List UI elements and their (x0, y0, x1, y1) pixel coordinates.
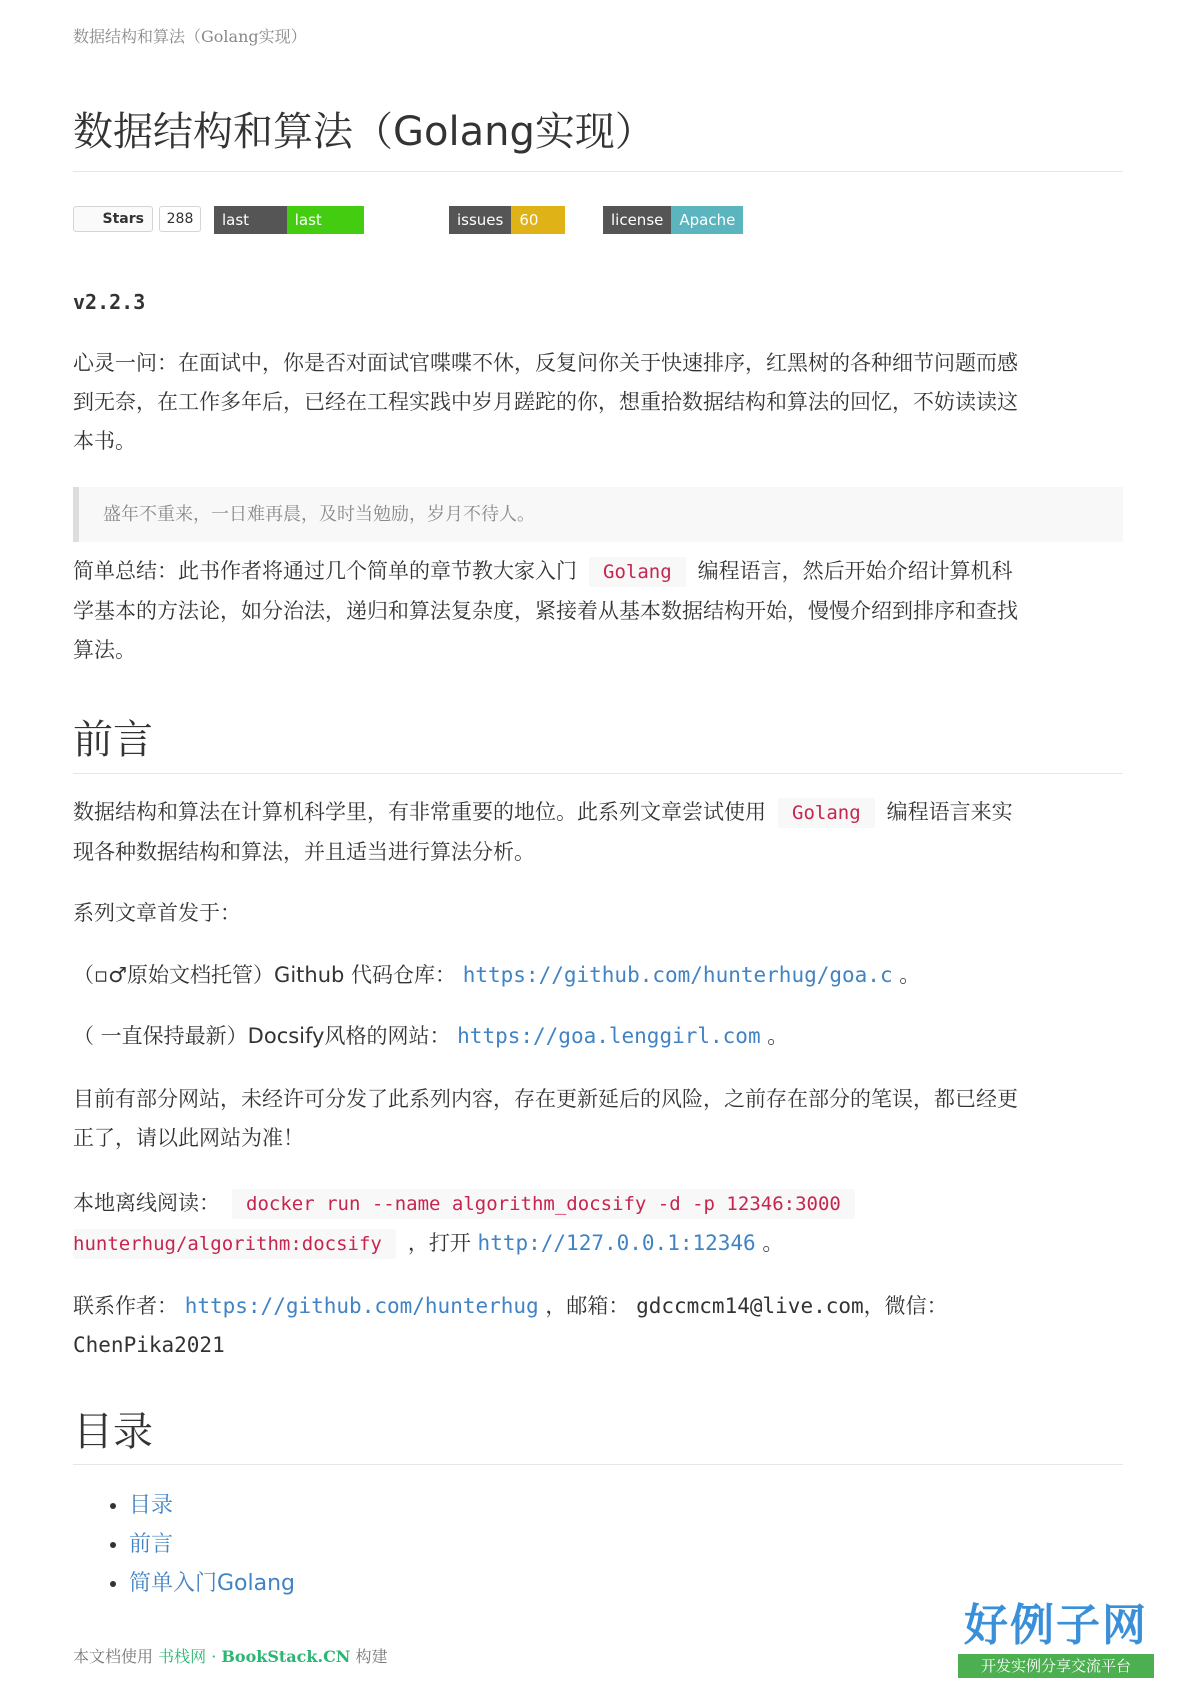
inline-code: Golang (589, 557, 686, 587)
footer-prefix: 本文档使用 (73, 1647, 154, 1666)
docsify-line (73, 1017, 1123, 1056)
badge-key: issues (449, 206, 511, 234)
docsify-prefix: （ 一直保持最新）Docsify风格的网站： (73, 1024, 451, 1048)
summary-text: 简单总结：此书作者将通过几个简单的章节教大家入门 (73, 559, 577, 583)
notice-line: 目前有部分网站，未经许可分发了此系列内容，存在更新延后的风险，之前存在部分的笔误，都已经更 (73, 1087, 1018, 1111)
running-header: 数据结构和算法（Golang实现） (73, 27, 307, 46)
intro-line: 本书。 (73, 429, 136, 453)
notice-paragraph (73, 1080, 1123, 1158)
bookstack-brand[interactable] (158, 1647, 350, 1666)
watermark-subtitle: 开发实例分享交流平台 (958, 1654, 1154, 1678)
toc-item (129, 1564, 295, 1603)
docker-command-code: docker run --name algorithm_docsify -d -p 12346:3000 (232, 1189, 855, 1219)
offline-open: ，打开 (407, 1231, 471, 1255)
preface-text: 数据结构和算法在计算机科学里，有非常重要的地位。此系列文章尝试使用 (73, 800, 766, 824)
localhost-link[interactable]: http://127.0.0.1:12346 (477, 1231, 756, 1255)
toc-heading: 目录 (73, 1409, 153, 1455)
brand-dot: · (211, 1647, 217, 1666)
watermark-logo (958, 1600, 1154, 1680)
toc-item (129, 1486, 295, 1525)
summary-text: 编程语言，然后开始介绍计算机科 (697, 559, 1013, 583)
github-repo-link[interactable]: https://github.com/hunterhug/goa.c (462, 963, 893, 987)
contact-paragraph (73, 1287, 1123, 1365)
contact-wechat: ChenPika2021 (73, 1333, 225, 1357)
contact-label: 联系作者： (73, 1294, 178, 1318)
github-line (73, 956, 1123, 995)
license-badge[interactable] (603, 206, 743, 257)
offline-label: 本地离线阅读： (73, 1191, 220, 1215)
period: 。 (762, 1231, 784, 1255)
inline-code: Golang (778, 798, 875, 828)
footer-suffix: 构建 (355, 1647, 388, 1666)
stars-button[interactable]: Stars (73, 206, 153, 232)
preface-text: 编程语言来实 (886, 800, 1013, 824)
docker-image-code: hunterhug/algorithm:docsify (73, 1229, 396, 1259)
contact-email: gdccmcm14@live.com，微信： (636, 1294, 948, 1318)
blockquote: 盛年不重来，一日难再晨，及时当勉励，岁月不待人。 (73, 487, 1123, 542)
intro-line: 心灵一问：在面试中，你是否对面试官喋喋不休，反复问你关于快速排序，红黑树的各种细节问题而感 (73, 351, 1018, 375)
toc-list (73, 1486, 295, 1603)
preface-divider (73, 773, 1123, 774)
toc-link-preface[interactable]: 前言 (129, 1532, 174, 1557)
offline-paragraph (73, 1184, 1123, 1264)
notice-line: 正了，请以此网站为准！ (73, 1126, 304, 1150)
docsify-site-link[interactable]: https://goa.lenggirl.com (457, 1024, 761, 1048)
toc-link-toc[interactable]: 目录 (129, 1493, 174, 1518)
page-title: 数据结构和算法（Golang实现） (73, 109, 655, 155)
author-github-link[interactable]: https://github.com/hunterhug (184, 1294, 539, 1318)
intro-line: 到无奈，在工作多年后，已经在工程实践中岁月蹉跎的你，想重拾数据结构和算法的回忆，不妨读读这 (73, 390, 1018, 414)
last-commit-badge[interactable] (214, 206, 364, 257)
title-divider (73, 171, 1123, 172)
summary-paragraph (73, 552, 1123, 670)
brand-en: BookStack.CN (221, 1647, 351, 1666)
period: 。 (767, 1024, 789, 1048)
watermark-title: 好例子网 (964, 1600, 1148, 1651)
summary-line: 算法。 (73, 638, 136, 662)
period: 。 (899, 963, 921, 987)
preface-heading: 前言 (73, 717, 153, 763)
toc-item (129, 1525, 295, 1564)
github-prefix: （▫♂原始文档托管）Github 代码仓库： (73, 963, 457, 987)
version-heading: v2.2.3 (73, 290, 146, 314)
summary-line: 学基本的方法论，如分治法，递归和算法复杂度，紧接着从基本数据结构开始，慢慢介绍到排序和查找 (73, 599, 1018, 623)
mail-label: ，邮箱： (545, 1294, 630, 1318)
intro-paragraph (73, 344, 1123, 461)
badge-value: 60 open (511, 206, 564, 234)
badge-value: last monday (287, 206, 364, 234)
badge-key: license (603, 206, 671, 234)
stars-count[interactable]: 288 (159, 206, 201, 232)
series-intro: 系列文章首发于： (73, 901, 241, 925)
toc-link-golang-intro[interactable]: 简单入门Golang (129, 1571, 296, 1596)
toc-divider (73, 1464, 1123, 1465)
brand-cn: 书栈网 (158, 1647, 207, 1666)
badge-key: last commit (214, 206, 287, 234)
preface-line: 现各种数据结构和算法，并且适当进行算法分析。 (73, 840, 535, 864)
preface-paragraph (73, 793, 1123, 872)
issues-badge[interactable] (449, 206, 565, 257)
badge-value: Apache 2 (671, 206, 743, 234)
page-footer (73, 1644, 388, 1667)
